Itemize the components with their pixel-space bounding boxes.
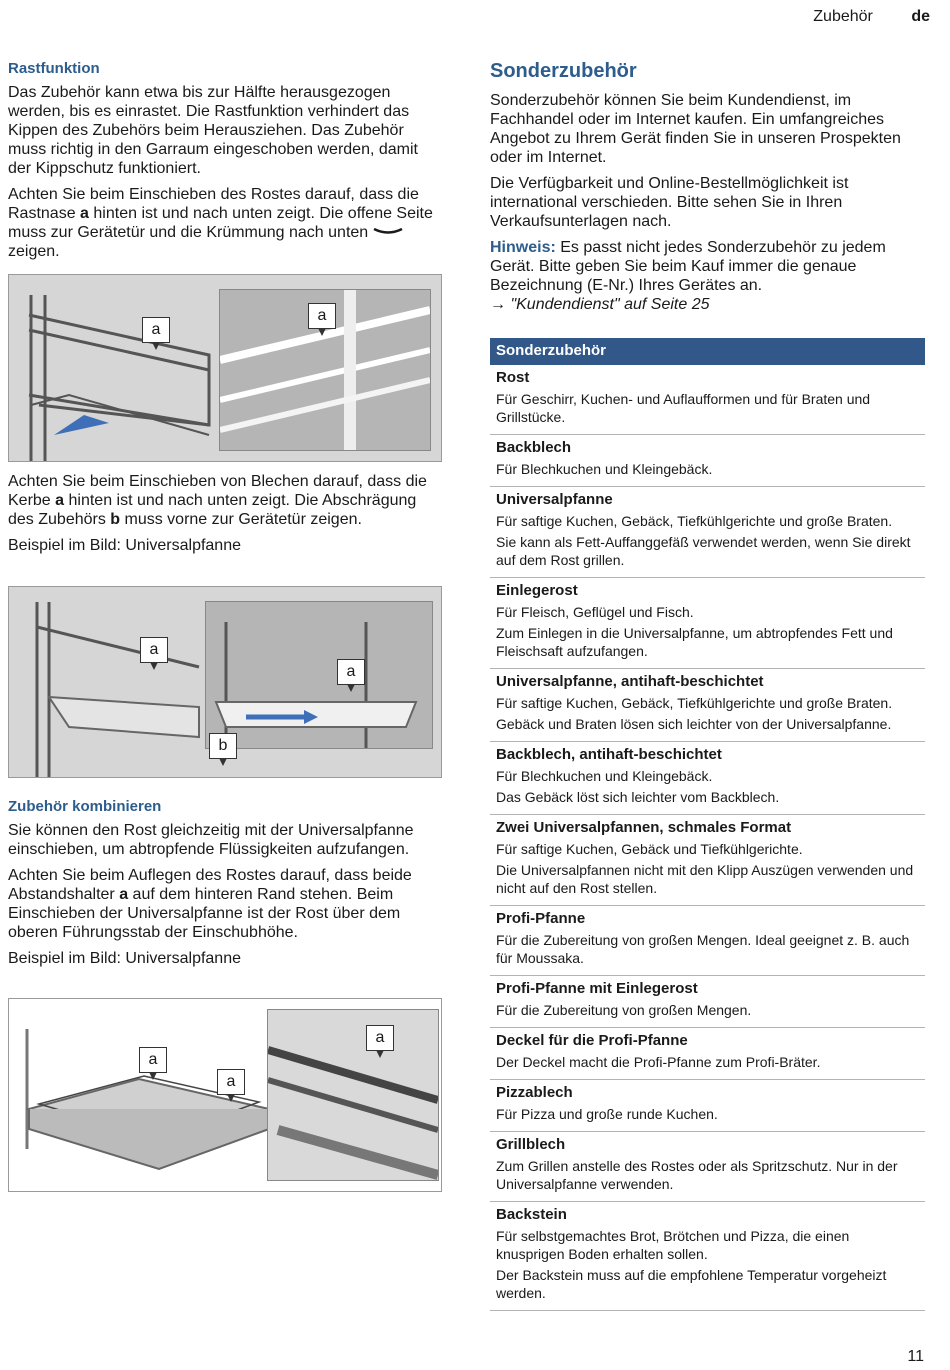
table-row [490, 1202, 925, 1311]
accessory-note: Sie kann als Fett-Auffanggefäß verwendet werden, wenn Sie direkt auf dem Rost grillen. [496, 534, 911, 568]
left-column [8, 60, 440, 268]
left-column-bleche [8, 472, 440, 562]
accessory-description: Der Deckel macht die Profi-Pfanne zum Profi-Bräter. [496, 1054, 821, 1070]
accessory-description: Zum Grillen anstelle des Rostes oder als Spritzschutz. Nur in der Universalpfanne verwenden. [496, 1158, 898, 1192]
accessory-note: Zum Einlegen in die Universalpfanne, um abtropfendes Fett und Fleischsaft aufzufangen. [496, 625, 893, 659]
left-column-kombi [8, 798, 440, 975]
blech-detail-illustration [206, 602, 432, 748]
page-header [813, 8, 930, 26]
rastfunktion-heading: Rastfunktion [8, 60, 100, 77]
accessory-description: Für saftige Kuchen, Gebäck, Tiefkühlgerichte und große Braten. [496, 513, 893, 529]
rastfunktion-text: Das Zubehör kann etwa bis zur Hälfte herausgezogen werden, bis es einrastet. Die Rastfunktion verhindert das Kippen des Zubehörs beim Herausziehen. Das Zubehör muss richtig in den Garraum eingeschoben werden, damit der Kippschutz funktioniert. [8, 84, 418, 177]
accessory-name: Profi-Pfanne [496, 910, 586, 927]
language-code: de [911, 8, 930, 25]
accessories-table [490, 338, 925, 1311]
label-a-callout: a [366, 1025, 394, 1051]
label-a-callout: a [139, 1047, 167, 1073]
accessory-name: Universalpfanne, antihaft-beschichtet [496, 673, 764, 690]
hinweis-note: Hinweis: Es passt nicht jedes Sonderzubehör zu jedem Gerät. Bitte geben Sie beim Kauf immer die genaue Bezeichnung (E-Nr.) Ihres Gerätes an. [490, 239, 886, 294]
accessory-description: Für Geschirr, Kuchen- und Auflaufformen und für Braten und Grillstücke. [496, 391, 871, 425]
accessory-description: Für saftige Kuchen, Gebäck und Tiefkühlgerichte. [496, 841, 803, 857]
figure-detail-panel [267, 1009, 439, 1181]
accessory-note: Die Universalpfannen nicht mit den Klipp Auszügen verwenden und nicht auf den Rost stellen. [496, 862, 914, 896]
hinweis-label: Hinweis: [490, 239, 556, 256]
accessory-name: Grillblech [496, 1136, 566, 1153]
accessory-name: Backblech [496, 439, 572, 456]
accessory-description: Für die Zubereitung von großen Mengen. Ideal geeignet z. B. auch für Moussaka. [496, 932, 910, 966]
section-title: Zubehör [813, 8, 873, 25]
figure-rost-insert [8, 274, 442, 462]
kundendienst-link[interactable]: "Kundendienst" auf Seite 25 [510, 296, 710, 313]
table-row [490, 1028, 925, 1080]
accessory-name: Pizzablech [496, 1084, 573, 1101]
kombinieren-instruction: Achten Sie beim Auflegen des Rostes darauf, dass beide Abstandshalter a auf dem hinteren Rand stehen. Beim Einschieben der Universalpfanne ist der Rost über dem oberen Führungsstab der Einschubhöhe. [8, 867, 412, 941]
bleche-example: Beispiel im Bild: Universalpfanne [8, 537, 241, 554]
curve-down-icon [373, 225, 403, 237]
accessory-description: Für saftige Kuchen, Gebäck, Tiefkühlgerichte und große Braten. [496, 695, 893, 711]
table-row [490, 815, 925, 906]
kombinieren-text: Sie können den Rost gleichzeitig mit der Universalpfanne einschieben, um abtropfende Flüssigkeiten aufzufangen. [8, 822, 414, 858]
arrow-right-icon: → [490, 296, 506, 313]
figure-blech-insert [8, 586, 442, 778]
table-row [490, 435, 925, 487]
table-header: Sonderzubehör [490, 338, 925, 365]
figure-combination [8, 998, 442, 1192]
kombinieren-heading: Zubehör kombinieren [8, 798, 162, 815]
accessory-description: Für die Zubereitung von großen Mengen. [496, 1002, 752, 1018]
table-row [490, 976, 925, 1028]
accessory-name: Deckel für die Profi-Pfanne [496, 1032, 688, 1049]
accessory-description: Für Blechkuchen und Kleingebäck. [496, 768, 713, 784]
availability-text: Die Verfügbarkeit und Online-Bestellmöglichkeit ist international verschieden. Bitte sehen Sie in Ihren Verkaufsunterlagen nach. [490, 175, 849, 230]
accessory-name: Zwei Universalpfannen, schmales Format [496, 819, 792, 836]
table-row [490, 487, 925, 578]
accessory-description: Für Fleisch, Geflügel und Fisch. [496, 604, 694, 620]
accessory-name: Rost [496, 369, 530, 386]
figure-detail-panel [205, 601, 433, 749]
label-a-callout: a [217, 1069, 245, 1095]
table-row [490, 578, 925, 669]
label-a-callout: a [308, 303, 336, 329]
table-row [490, 906, 925, 976]
accessory-note: Gebäck und Braten lösen sich leichter von der Universalpfanne. [496, 716, 892, 732]
page-number: 11 [907, 1348, 924, 1365]
accessory-description: Für Blechkuchen und Kleingebäck. [496, 461, 713, 477]
table-row [490, 1080, 925, 1132]
sonderzubehoer-text: Sonderzubehör können Sie beim Kundendienst, im Fachhandel oder im Internet kaufen. Ein umfangreiches Angebot zu Ihrem Gerät finden Sie in unseren Prospekten oder im Internet. [490, 92, 901, 166]
label-b-callout: b [209, 733, 237, 759]
label-a-callout: a [142, 317, 170, 343]
rost-instruction: Achten Sie beim Einschieben des Rostes darauf, dass die Rastnase a hinten ist und nach unten zeigt. Die offene Seite muss zur Gerätetür und die Krümmung nach unten zeigen. [8, 186, 433, 260]
right-column [490, 60, 925, 1311]
label-a-callout: a [337, 659, 365, 685]
combination-detail-illustration [268, 1010, 438, 1180]
kombinieren-example: Beispiel im Bild: Universalpfanne [8, 950, 241, 967]
sonderzubehoer-heading: Sonderzubehör [490, 60, 637, 82]
accessory-name: Backblech, antihaft-beschichtet [496, 746, 722, 763]
accessory-name: Einlegerost [496, 582, 578, 599]
accessory-note: Das Gebäck löst sich leichter vom Backblech. [496, 789, 780, 805]
accessory-name: Backstein [496, 1206, 567, 1223]
accessory-note: Der Backstein muss auf die empfohlene Temperatur vorgeheizt werden. [496, 1267, 887, 1301]
bleche-instruction: Achten Sie beim Einschieben von Blechen darauf, dass die Kerbe a hinten ist und nach unten zeigt. Die Abschrägung des Zubehörs b muss vorne zur Gerätetür zeigen. [8, 473, 427, 528]
table-row [490, 1132, 925, 1202]
accessory-name: Universalpfanne [496, 491, 613, 508]
label-a-callout: a [140, 637, 168, 663]
kundendienst-reference [490, 295, 925, 314]
accessory-name: Profi-Pfanne mit Einlegerost [496, 980, 698, 997]
table-row [490, 742, 925, 815]
accessory-description: Für Pizza und große runde Kuchen. [496, 1106, 718, 1122]
table-row [490, 669, 925, 742]
table-row [490, 365, 925, 435]
accessory-description: Für selbstgemachtes Brot, Brötchen und Pizza, die einen knusprigen Boden erhalten sollen. [496, 1228, 850, 1262]
